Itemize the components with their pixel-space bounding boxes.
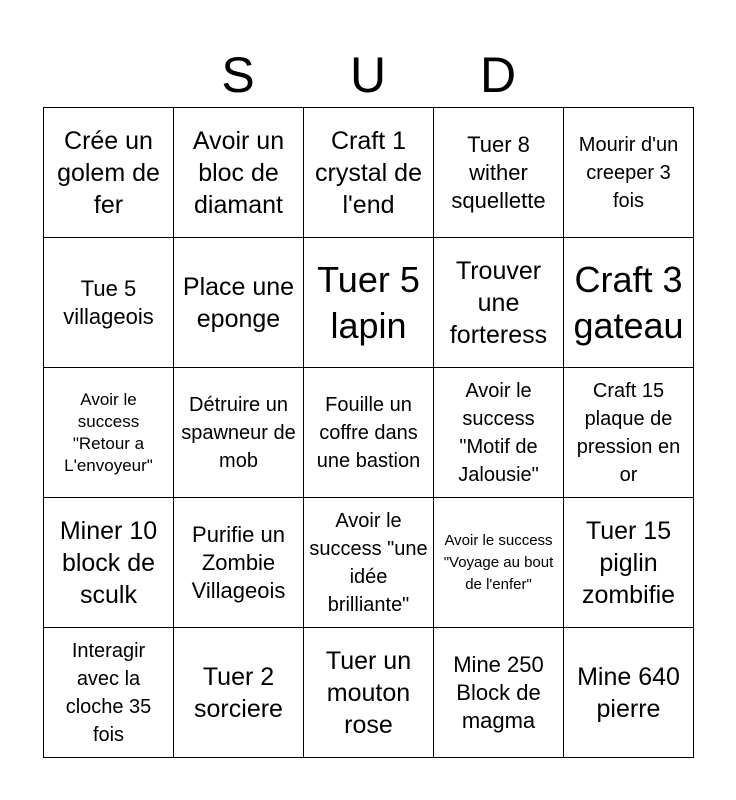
- cell-text: Tuer 15 piglin zombifie: [581, 516, 676, 609]
- bingo-cell[interactable]: [174, 628, 304, 758]
- bingo-cell[interactable]: [564, 368, 694, 498]
- cell-text: Tuer 8 wither squellette: [451, 131, 546, 213]
- bingo-cell[interactable]: [304, 238, 434, 368]
- cell-text: Interagir avec la cloche 35 fois: [65, 639, 152, 746]
- cell-text: Mine 250 Block de magma: [453, 651, 544, 733]
- cell-text: Tuer 5 lapin: [317, 258, 420, 346]
- bingo-cell[interactable]: [174, 108, 304, 238]
- grid-row: [44, 498, 694, 628]
- title-letter-d: D: [479, 47, 517, 103]
- grid-row: [44, 628, 694, 758]
- cell-text: Crée un golem de fer: [57, 126, 160, 219]
- bingo-cell[interactable]: [304, 628, 434, 758]
- bingo-cell[interactable]: [44, 108, 174, 238]
- bingo-cell[interactable]: [304, 368, 434, 498]
- bingo-grid: [43, 107, 694, 758]
- bingo-cell[interactable]: [304, 108, 434, 238]
- cell-text: Avoir le success "Motif de Jalousie": [458, 379, 539, 486]
- cell-text: Tuer 2 sorciere: [194, 662, 283, 723]
- bingo-cell[interactable]: [174, 498, 304, 628]
- bingo-cell[interactable]: [564, 628, 694, 758]
- bingo-cell[interactable]: [434, 628, 564, 758]
- cell-text: Mine 640 pierre: [577, 662, 680, 723]
- bingo-cell[interactable]: [434, 238, 564, 368]
- bingo-cell[interactable]: [434, 498, 564, 628]
- grid-row: [44, 238, 694, 368]
- cell-text: Purifie un Zombie Villageois: [191, 521, 286, 603]
- cell-text: Avoir le success "Retour a L'envoyeur": [64, 389, 153, 475]
- bingo-title: [43, 44, 693, 106]
- cell-text: Trouver une forteress: [449, 256, 548, 349]
- cell-text: Place une eponge: [182, 272, 295, 333]
- title-letter-s: S: [221, 47, 255, 103]
- grid-row: [44, 368, 694, 498]
- cell-text: Tuer un mouton rose: [325, 646, 412, 739]
- cell-text: Détruire un spawneur de mob: [181, 393, 296, 472]
- cell-text: Avoir un bloc de diamant: [192, 126, 285, 219]
- cell-text: Craft 1 crystal de l'end: [315, 126, 422, 219]
- bingo-cell[interactable]: [304, 498, 434, 628]
- bingo-cell[interactable]: [564, 108, 694, 238]
- cell-text: Craft 3 gateau: [573, 258, 684, 346]
- bingo-cell[interactable]: [44, 238, 174, 368]
- title-letter-u: U: [349, 47, 387, 103]
- bingo-cell[interactable]: [44, 628, 174, 758]
- cell-text: Miner 10 block de sculk: [59, 516, 158, 609]
- cell-text: Avoir le success "une idée brilliante": [309, 509, 428, 616]
- bingo-cell[interactable]: [434, 108, 564, 238]
- cell-text: Mourir d'un creeper 3 fois: [578, 133, 679, 212]
- bingo-cell[interactable]: [174, 368, 304, 498]
- bingo-cell[interactable]: [564, 238, 694, 368]
- bingo-cell[interactable]: [44, 368, 174, 498]
- bingo-cell[interactable]: [174, 238, 304, 368]
- bingo-cell[interactable]: [44, 498, 174, 628]
- bingo-cell[interactable]: [434, 368, 564, 498]
- cell-text: Craft 15 plaque de pression en or: [576, 379, 681, 486]
- grid-row: [44, 108, 694, 238]
- bingo-cell[interactable]: [564, 498, 694, 628]
- cell-text: Tue 5 villageois: [63, 275, 154, 329]
- cell-text: Fouille un coffre dans une bastion: [316, 393, 421, 472]
- cell-text: Avoir le success "Voyage au bout de l'enfer": [443, 531, 554, 593]
